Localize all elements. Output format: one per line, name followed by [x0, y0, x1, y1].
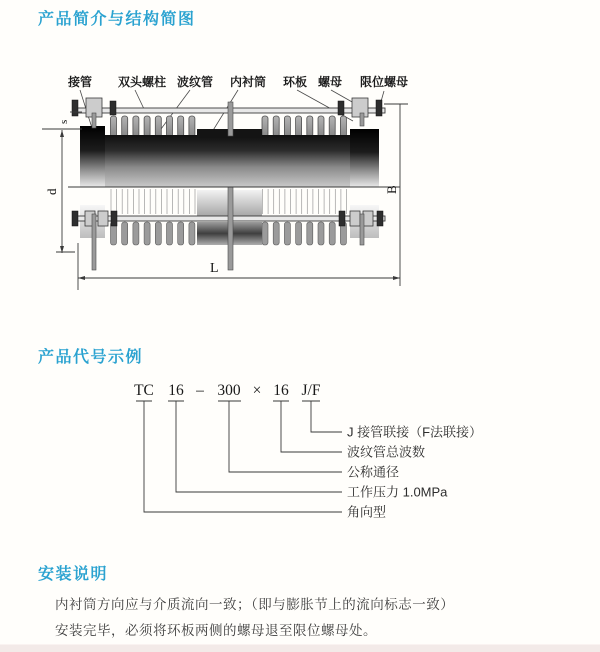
code-part-dn: 300 — [217, 382, 241, 399]
label-luomu: 螺母 — [317, 75, 343, 89]
callout-pressure: 工作压力 1.0MPa — [347, 484, 448, 500]
upper-tie-rod — [72, 98, 408, 117]
callout-dn: 公称通径 — [347, 464, 400, 480]
code-part-dash: – — [196, 382, 204, 399]
section-heading-intro: 产品简介与结构简图 — [38, 11, 196, 28]
label-neichentong: 内衬筒 — [229, 75, 267, 89]
dim-s: s — [58, 119, 70, 124]
code-part-waves: 16 — [273, 382, 289, 399]
dim-B: B — [384, 185, 399, 194]
code-connectors — [136, 401, 342, 512]
callout-waves: 波纹管总波数 — [347, 444, 426, 460]
section-heading-code: 产品代号示例 — [38, 349, 144, 366]
label-jieguan: 接管 — [67, 75, 93, 89]
product-code-diagram — [120, 378, 590, 528]
install-line-1: 内衬筒方向应与介质流向一致；（即与膨胀节上的流向标志一致） — [55, 597, 455, 612]
dim-d: d — [44, 188, 59, 195]
code-callouts — [347, 425, 482, 520]
label-bowenguan: 波纹管 — [176, 75, 214, 89]
label-xianwei: 限位螺母 — [359, 75, 409, 89]
right-end-pipe — [350, 129, 379, 187]
code-part-conn: J/F — [301, 382, 321, 399]
code-string — [134, 382, 321, 399]
callout-connection: J 接管联接（F法联接） — [347, 424, 483, 440]
page-bottom-strip — [0, 644, 600, 652]
callout-type: 角向型 — [347, 504, 387, 520]
label-huanban: 环板 — [282, 75, 308, 89]
structure-diagram — [40, 62, 460, 312]
section-heading-install: 安装说明 — [38, 566, 109, 583]
part-labels — [67, 74, 408, 89]
code-part-type: TC — [134, 382, 154, 399]
install-notes — [55, 592, 555, 644]
install-line-2: 安装完毕，必须将环板两侧的螺母退至限位螺母处。 — [55, 623, 377, 638]
code-part-times: × — [252, 382, 262, 399]
left-end-pipe — [80, 126, 105, 187]
code-part-pressure: 16 — [168, 382, 184, 399]
dim-L: L — [210, 261, 219, 276]
label-shuangtou: 双头螺柱 — [117, 75, 167, 89]
